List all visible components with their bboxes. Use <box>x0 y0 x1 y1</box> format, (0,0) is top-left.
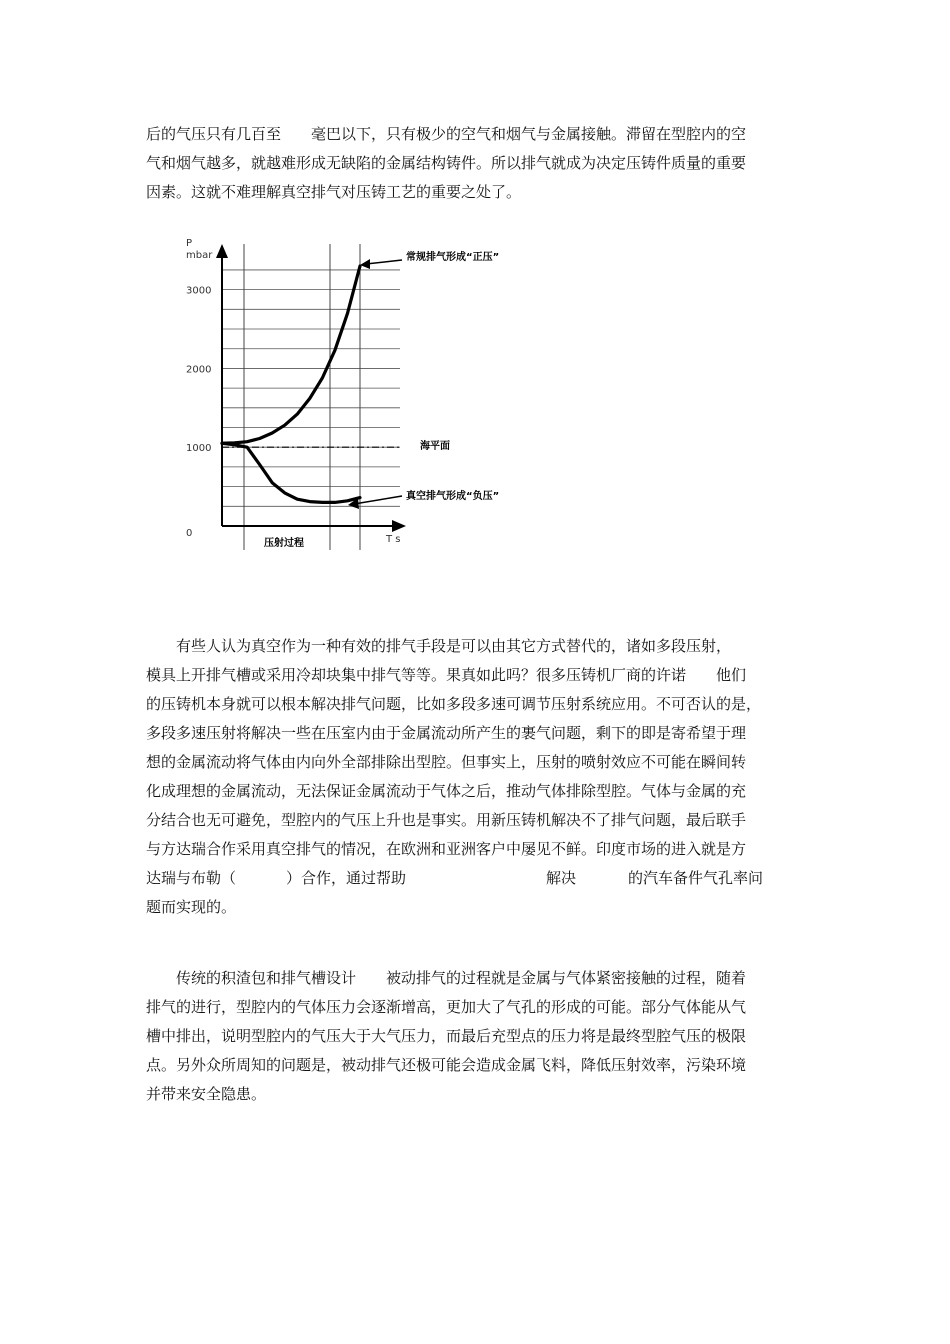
text-run: 点。另外众所周知的问题是，被动排气还极可能会造成金属飞料，降低压射效率，污染环境 <box>146 1056 747 1074</box>
text-line <box>146 864 806 893</box>
process-label: 压射过程 <box>264 538 304 549</box>
y-tick-label: 1000 <box>186 443 212 455</box>
positive-pressure-label: 常规排气形成“正压” <box>406 252 500 263</box>
text-run: 模具上开排气槽或采用冷却块集中排气等等。果真如此吗？很多压铸机厂商的许诺 <box>146 666 687 684</box>
text-run: 排气的进行，型腔内的气体压力会逐渐增高，更加大了气孔的形成的可能。部分气体能从气 <box>146 998 747 1016</box>
x-axis-arrow <box>392 520 406 532</box>
text-run: 题而实现的。 <box>146 898 237 916</box>
y-axis-arrow <box>216 244 228 258</box>
negative-pressure-label: 真空排气形成“负压” <box>406 491 500 502</box>
text-run: 的压铸机本身就可以根本解决排气问题，比如多段多速可调节压射系统应用。不可否认的是， <box>146 695 762 713</box>
paragraph-2 <box>146 632 806 922</box>
text-run: 他们 <box>716 666 747 684</box>
text-line <box>146 893 806 922</box>
text-line <box>146 1051 806 1080</box>
text-line <box>146 661 806 690</box>
text-run: 槽中排出，说明型腔内的气压大于大气压力，而最后充型点的压力将是最终型腔气压的极限 <box>146 1027 747 1045</box>
text-line <box>146 719 806 748</box>
chart-axes <box>186 244 406 539</box>
text-run: 分结合也无可避免，型腔内的气压上升也是事实。用新压铸机解决不了排气问题，最后联手 <box>146 811 747 829</box>
text-run: 化成理想的金属流动，无法保证金属流动于气体之后，推动气体排除型腔。气体与金属的充 <box>146 782 747 800</box>
y-axis-label-unit: mbar <box>186 250 213 261</box>
text-run: 达瑞与布勒（ <box>146 869 237 887</box>
text-run: 因素。这就不难理解真空排气对压铸工艺的重要之处了。 <box>146 183 522 201</box>
text-run: 毫巴以下，只有极少的空气和烟气与金属接触。滞留在型腔内的空 <box>311 125 747 143</box>
text-line <box>146 149 806 178</box>
paragraph-1 <box>146 120 806 207</box>
text-line <box>146 993 806 1022</box>
text-line <box>146 964 806 993</box>
text-run: 想的金属流动将气体由内向外全部排除出型腔。但事实上，压射的喷射效应不可能在瞬间转 <box>146 753 747 771</box>
positive-label-arrowhead <box>360 259 370 269</box>
positive-pressure-curve <box>222 266 360 443</box>
text-line <box>146 806 806 835</box>
y-tick-label: 2000 <box>186 364 212 376</box>
text-line <box>146 1022 806 1051</box>
text-line <box>146 632 806 661</box>
text-line <box>146 1080 806 1109</box>
sea-level-label: 海平面 <box>420 441 450 452</box>
text-run: 的汽车备件气孔率问 <box>628 869 764 887</box>
chart-curves <box>222 259 402 509</box>
text-run: 传统的积渣包和排气槽设计 <box>176 969 357 987</box>
pressure-chart <box>170 228 550 558</box>
text-line <box>146 120 806 149</box>
negative-pressure-curve <box>222 443 360 502</box>
text-line <box>146 748 806 777</box>
positive-label-arrow <box>366 260 402 264</box>
text-run: ）合作，通过帮助 <box>286 869 407 887</box>
text-run: 被动排气的过程就是金属与气体紧密接触的过程，随着 <box>386 969 747 987</box>
text-run: 与方达瑞合作采用真空排气的情况，在欧洲和亚洲客户中屡见不鲜。印度市场的进入就是方 <box>146 840 747 858</box>
text-run: 气和烟气越多，就越难形成无缺陷的金属结构铸件。所以排气就成为决定压铸件质量的重要 <box>146 154 747 172</box>
y-tick-label: 0 <box>186 528 193 539</box>
text-run: 有些人认为真空作为一种有效的排气手段是可以由其它方式替代的，诸如多段压射， <box>176 637 732 655</box>
text-run: 多段多速压射将解决一些在压室内由于金属流动所产生的裹气问题，剩下的即是寄希望于理 <box>146 724 747 742</box>
paragraph-3 <box>146 964 806 1109</box>
y-tick-label: 3000 <box>186 285 212 297</box>
text-run: 后的气压只有几百至 <box>146 125 282 143</box>
x-axis-label: T s <box>386 534 401 545</box>
text-line <box>146 835 806 864</box>
text-run: 解决 <box>546 869 577 887</box>
text-run: 并带来安全隐患。 <box>146 1085 267 1103</box>
text-line <box>146 777 806 806</box>
text-line <box>146 690 806 719</box>
text-line <box>146 178 806 207</box>
y-axis-label-p: P <box>186 238 193 249</box>
